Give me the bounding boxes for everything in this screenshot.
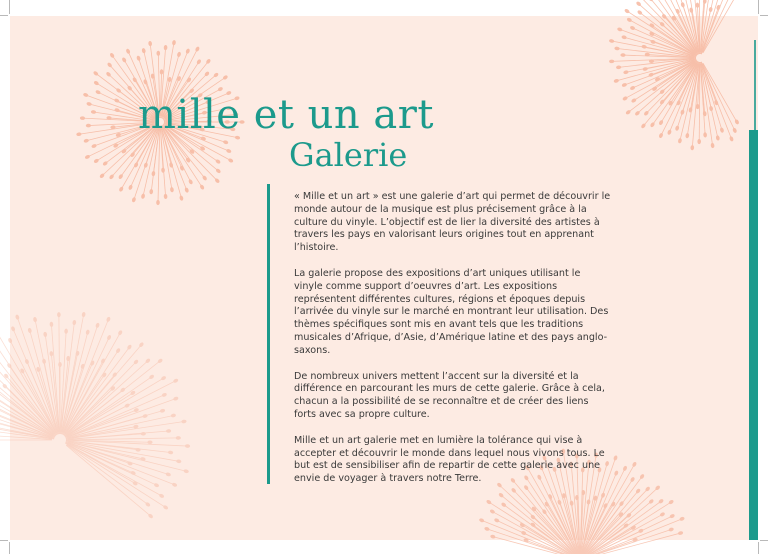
accent-side-bar xyxy=(749,130,758,540)
paragraph: La galerie propose des expositions d’art uniques utilisant le vinyle comme support d’oeuvres d’art. Les expositions représentent différentes cultures, régions et époques depuis l’arrivée du vinyle sur le marché en montrant leur utilisation. Des thèmes spécifiques sont mis en avant tels que les traditions musicales d’Afrique, d’Asie, d’Amérique latine et des pays anglo-saxons. xyxy=(294,267,609,356)
page-title: mille et un art xyxy=(138,92,434,138)
dandelion-burst-bottom-left xyxy=(0,312,190,519)
accent-line-top xyxy=(754,40,756,130)
paragraph: « Mille et un art » est une galerie d’art qui permet de découvrir le monde autour de la musique est plus précisement grâce à la culture du vinyle. L’objectif est de lier la diversité des artistes à travers les pays en valorisant leurs origines tout en apprenant l’histoire. xyxy=(294,191,611,254)
page-subtitle: Galerie xyxy=(289,136,408,174)
paragraph: De nombreux univers mettent l’accent sur la diversité et la différence en parcourant les murs de cette galerie. Grâce à cela, chacun a la possibilité de se reconnaître et de créer des liens forts avec sa propre culture. xyxy=(294,370,605,420)
dandelion-burst-top-right xyxy=(609,0,740,150)
article-body xyxy=(294,191,612,499)
paragraph: Mille et un art galerie met en lumière la tolérance qui vise à accepter et découvrir le monde dans lequel nous vivons tous. Le but est de sensibiliser afin de repartir de cette galerie avec une envie de voyager à travers notre Terre. xyxy=(294,434,605,485)
text-divider-line xyxy=(267,184,270,484)
